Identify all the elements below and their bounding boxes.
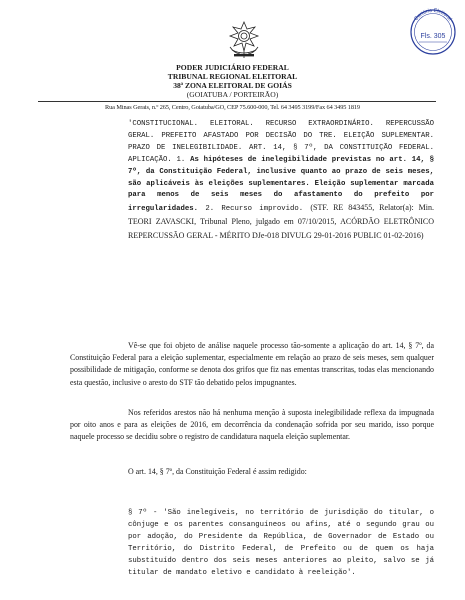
header-divider [38,101,436,102]
ementa-quote [128,119,434,244]
stamp-top-text: Cartório Eleitoral [413,7,453,23]
paragraph-analysis: Vê-se que foi objeto de análise naquele processo tão-somente a aplicação do art. 14, § 7º, da Constituição Federal para a eleição suplementar, especialmente em relação ao prazo de seis meses, sem qualquer possibilidade de mitigação, conforme se denota dos grifos que fiz nas ementas transcritas, todas elas mencionando esta questão, inclusive o aresto do STF tão debatido pelos impugnantes. [70,341,434,387]
header-line-2: TRIBUNAL REGIONAL ELEITORAL [167,72,298,81]
ementa-part-c: 2. Recurso improvido. [198,205,311,214]
ementa-citation: (STF. RE 843455, Relator(a): Min. TEORI ZAVASCKI, Tribunal Pleno, julgado em 07/10/2015, ACÓRDÃO ELETRÔNICO REPERCUSSÃO GERAL - MÉRITO DJe-018 DIVULG 29-01-2016 PUBLIC 01-02-2016) [128,203,435,241]
brazil-coat-of-arms-icon [226,20,262,60]
header-line-3: 38ª ZONA ELEITORAL DE GOIÁS [173,81,292,90]
header-address: Rua Minas Gerais, n.º 265, Centro, Goiatuba/GO, CEP 75.600-000, Tel. 64 3495 3199/Fax 64 3495 1819 [105,104,360,111]
ementa-part-a: 'CONSTITUCIONAL. ELEITORAL. RECURSO EXTRAORDINÁRIO. REPERCUSSÃO GERAL. PREFEITO AFASTADO POR DECISÃO DO TRE. ELEIÇÃO SUPLEMENTAR. PRAZO DE INELEGIBILIDADE. ART. 14, § 7º, DA CONSTITUIÇÃO FEDERAL. APLICAÇÃO. 1. [128,120,434,164]
cartorio-stamp [405,4,461,56]
header-line-4: (GOIATUBA / PORTEIRÃO) [186,90,279,99]
header-line-1: PODER JUDICIÁRIO FEDERAL [176,63,289,72]
paragraph-arestos: Nos referidos arestos não há nenhuma menção à suposta inelegibilidade reflexa da impugnada por oito anos e para as eleições de 2016, em decorrência da condenação sofrida por seu marido, isso porque naquele processo se decidiu sobre o registro de candidatura naquela eleição suplementar. [70,408,434,442]
ementa-highlight: As hipóteses de inelegibilidade previstas no art. 14, § 7º, da Constituição Federal, inclusive quanto ao prazo de seis meses, são aplicáveis às eleições suplementares. Eleição suplementar marcada para menos de seis meses do afastamento do prefeito por irregularidades. [128,155,434,214]
stamp-page-number: Fls. 305 [420,33,446,40]
constitution-quote: § 7º - 'São inelegíveis, no território de jurisdição do titular, o cônjuge e os parentes consanguíneos ou afins, até o segundo grau ou por adoção, do Presidente da República, de Governador de Estado ou Território, do Distrito Federal, de Prefeito ou de quem os haja substituído dentro dos seis meses anteriores ao pleito, salvo se já titular de mandato eletivo e candidato à reeleição'. [128,509,434,577]
paragraph-art-intro: O art. 14, § 7º, da Constituição Federal é assim redigido: [128,467,307,476]
